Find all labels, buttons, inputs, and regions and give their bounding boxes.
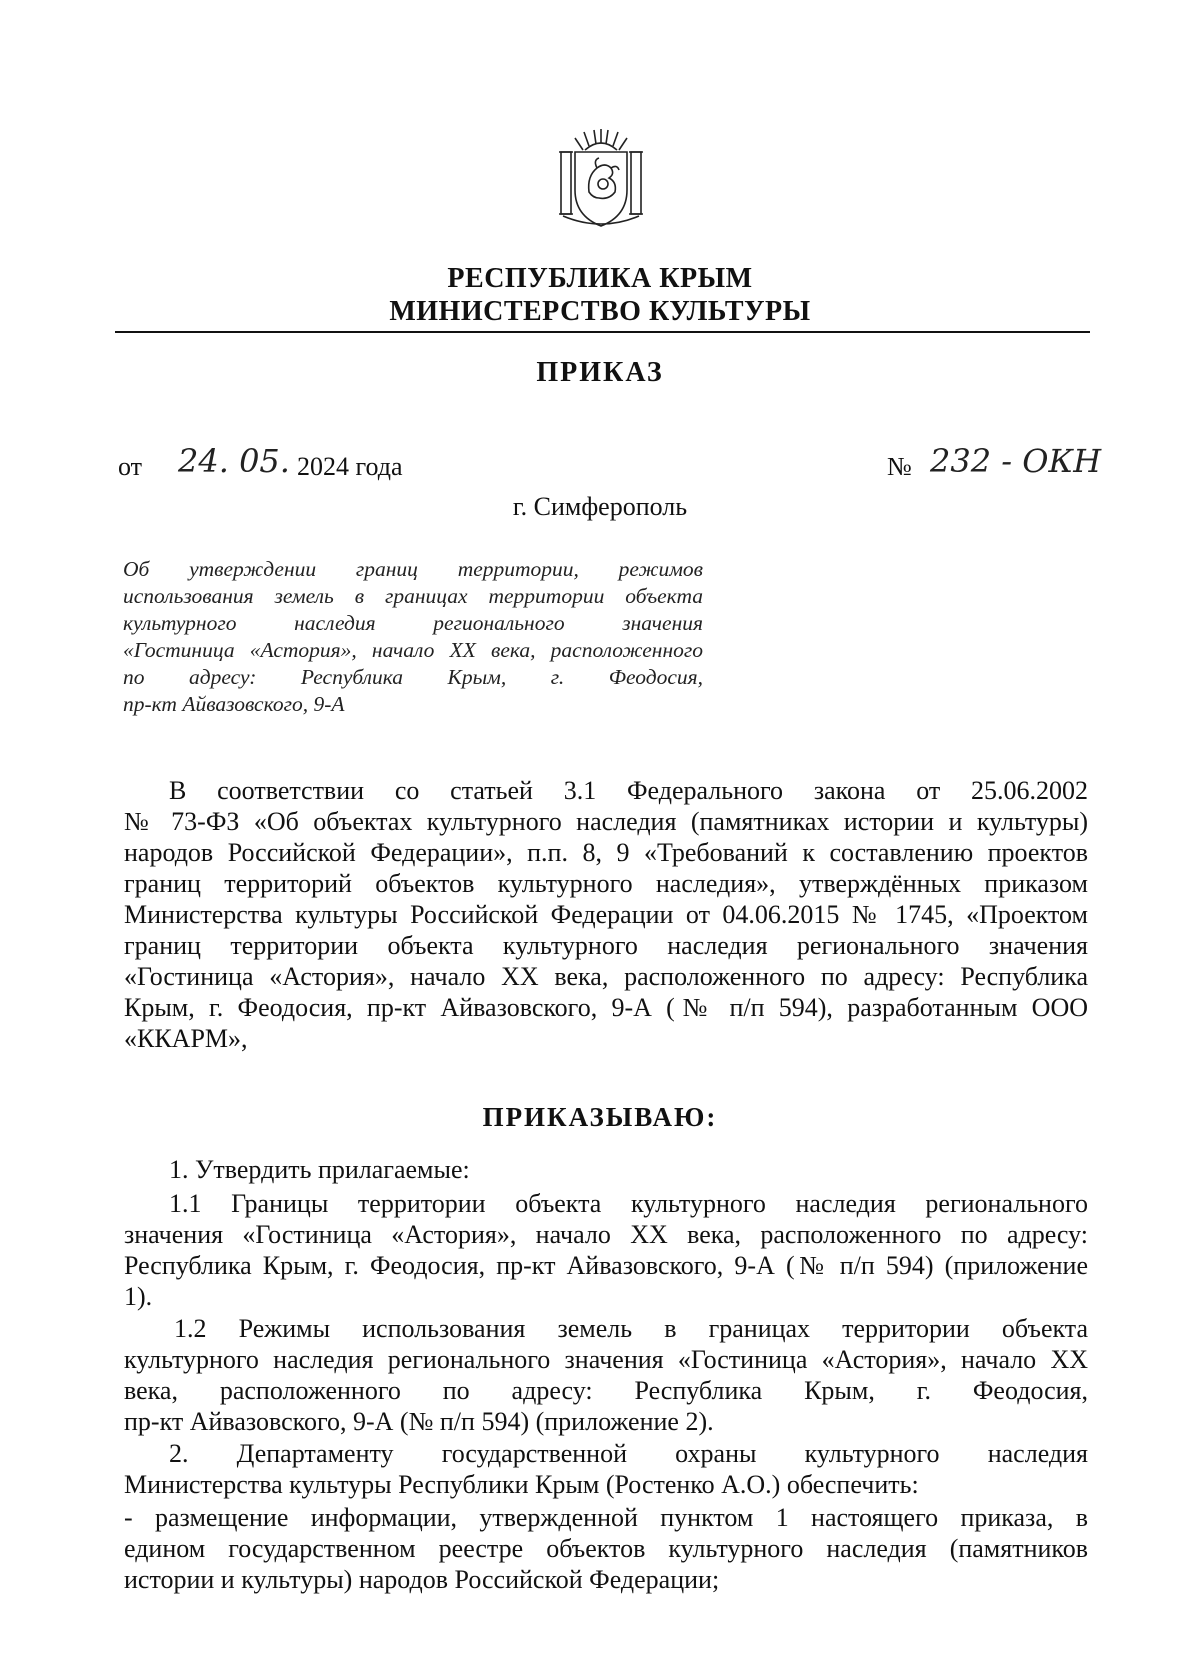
item-1-2-line: культурного наследия регионального значения «Гостиница «Астория», начало XX	[124, 1345, 1088, 1374]
preamble-line: народов Российской Федерации», п.п. 8, 9 «Требований к составлению проектов	[124, 838, 1088, 867]
city-line: г. Симферополь	[512, 492, 688, 521]
header-republic: РЕСПУБЛИКА КРЫМ	[447, 263, 753, 294]
preamble-line: «Гостиница «Астория», начало XX века, расположенного по адресу: Республика	[124, 962, 1088, 991]
preamble-line: Министерства культуры Российской Федерации от 04.06.2015 № 1745, «Проектом	[124, 900, 1088, 929]
item-1-1-line: Республика Крым, г. Феодосия, пр-кт Айвазовского, 9-А (№ п/п 594) (приложение	[124, 1251, 1088, 1280]
item-1-1-line: 1).	[124, 1282, 153, 1311]
preamble-line: границ территорий объектов культурного наследия», утверждённых приказом	[124, 869, 1088, 898]
date-prefix: от	[118, 452, 143, 481]
item-1	[124, 1154, 1088, 1185]
coat-of-arms-emblem	[553, 128, 649, 230]
document-type-title: ПРИКАЗ	[536, 357, 664, 388]
subject-line: по адресу: Республика Крым, г. Феодосия,	[123, 665, 703, 689]
item-1-1	[124, 1188, 1088, 1312]
subject-line: «Гостиница «Астория», начало XX века, расположенного	[123, 638, 703, 662]
item-2	[124, 1438, 1088, 1500]
item-1-1-line: 1.1 Границы территории объекта культурного наследия регионального	[169, 1189, 1088, 1218]
item-1-2-line: 1.2 Режимы использования земель в границах территории объекта	[174, 1314, 1088, 1343]
subject-line: пр-кт Айвазовского, 9-А	[123, 692, 345, 716]
header-divider	[115, 331, 1090, 333]
subject-line: культурного наследия регионального значения	[123, 611, 703, 635]
item-2-bullet	[124, 1502, 1088, 1595]
item-1-1-line: значения «Гостиница «Астория», начало XX века, расположенного по адресу:	[124, 1220, 1088, 1249]
date-year: 2024 года	[297, 452, 403, 481]
item-2-line: Министерства культуры Республики Крым (Ростенко А.О.) обеспечить:	[124, 1470, 919, 1499]
item-2-bullet-line: - размещение информации, утвержденной пунктом 1 настоящего приказа, в	[124, 1503, 1088, 1532]
preamble-line: Крым, г. Феодосия, пр-кт Айвазовского, 9-А (№ п/п 594), разработанным ООО	[124, 993, 1088, 1022]
order-subject	[123, 556, 703, 718]
item-1-2-line: века, расположенного по адресу: Республика Крым, г. Феодосия,	[124, 1376, 1088, 1405]
number-prefix: №	[887, 452, 912, 481]
preamble-line: № 73-ФЗ «Об объектах культурного наследия (памятниках истории и культуры)	[124, 807, 1088, 836]
item-2-line: 2. Департаменту государственной охраны культурного наследия	[169, 1439, 1088, 1468]
preamble-paragraph	[124, 775, 1088, 1054]
order-directive-heading: ПРИКАЗЫВАЮ:	[482, 1102, 718, 1132]
item-1-line: 1. Утвердить прилагаемые:	[169, 1155, 470, 1184]
item-1-2	[124, 1313, 1088, 1437]
header-ministry: МИНИСТЕРСТВО КУЛЬТУРЫ	[389, 296, 811, 327]
item-2-bullet-line: истории и культуры) народов Российской Федерации;	[124, 1565, 720, 1594]
handwritten-date: 24. 05.	[178, 442, 290, 480]
preamble-line: «ККАРМ»,	[124, 1024, 248, 1053]
preamble-line: В соответствии со статьей 3.1 Федерального закона от 25.06.2002	[169, 776, 1088, 805]
subject-line: Об утверждении границ территории, режимов	[123, 557, 703, 581]
subject-line: использования земель в границах территории объекта	[123, 584, 703, 608]
handwritten-order-number: 232 - ОКН	[930, 442, 1102, 480]
preamble-line: границ территории объекта культурного наследия регионального значения	[124, 931, 1088, 960]
item-1-2-line: пр-кт Айвазовского, 9-А (№ п/п 594) (приложение 2).	[124, 1407, 714, 1436]
item-2-bullet-line: едином государственном реестре объектов культурного наследия (памятников	[124, 1534, 1088, 1563]
